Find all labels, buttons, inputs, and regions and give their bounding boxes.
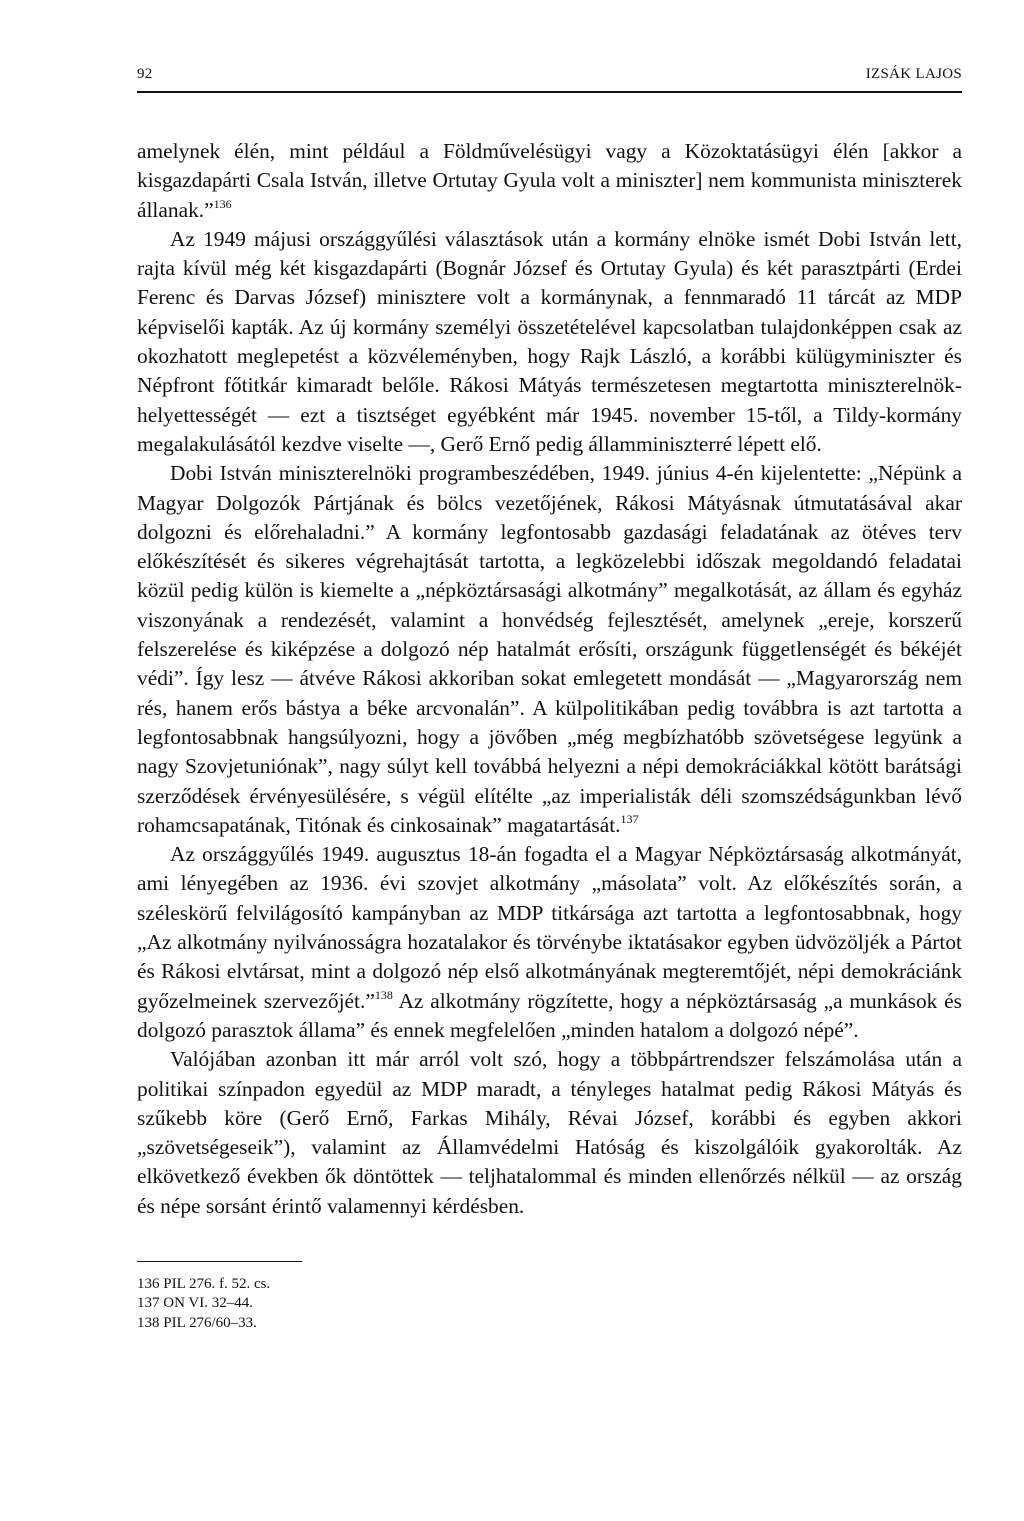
footnote-ref: 136 <box>213 196 232 211</box>
paragraph-text: amelynek élén, mint például a Földművelésügyi vagy a Közoktatásügyi élén [akkor a kisgazdapárti Csala István, illetve Ortutay Gyula volt a miniszter] nem kommunista miniszterek állanak.” <box>137 139 962 222</box>
paragraph <box>137 1045 962 1221</box>
running-header <box>137 66 962 93</box>
paragraph <box>137 225 962 459</box>
body-text <box>137 137 962 1221</box>
footnote: 138 PIL 276/60–33. <box>137 1314 257 1331</box>
footnote-ref: 137 <box>620 811 639 826</box>
paragraph <box>137 840 962 1045</box>
document-page <box>137 66 962 1333</box>
paragraph-text: Valójában azonban itt már arról volt szó, hogy a többpártrendszer felszámolása után a politikai színpadon egyedül az MDP maradt, a tényleges hatalmat pedig Rákosi Mátyás és szűkebb köre (Gerő Ernő, Farkas Mihály, Révai József, korábbi és egyben akkori „szövetségeseik”), valamint az Államvédelmi Hatóság és kiszolgálóik gyakorolták. Az elkövetkező években ők döntöttek — teljhatalommal és minden ellenőrzés nélkül — az ország és népe sorsánt érintő valamennyi kérdésben. <box>137 1047 962 1218</box>
paragraph-text: Az 1949 májusi országgyűlési választások után a kormány elnöke ismét Dobi István lett, rajta kívül még két kisgazdapárti (Bognár József és Ortutay Gyula) és két parasztpárti (Erdei Ferenc és Darvas József) minisztere volt a kormánynak, a fennmaradó 11 tárcát az MDP képviselői kapták. Az új kormány személyi összetételével kapcsolatban tulajdonképpen csak az okozhatott meglepetést a közvéleményben, hogy Rajk László, a korábbi külügyminiszter és Népfront főtitkár kimaradt belőle. Rákosi Mátyás természetesen megtartotta miniszterelnök-helyettességét — ezt a tisztséget egyébként már 1945. november 15-től, a Tildy-kormány megalakulásától kezdve viselte —, Gerő Ernő pedig államminiszterré lépett elő. <box>137 226 962 456</box>
paragraph-text: Dobi István miniszterelnöki programbeszédében, 1949. június 4-én kijelentette: „Népünk a Magyar Dolgozók Pártjának és bölcs vezetőjének, Rákosi Mátyásnak útmutatásával akar dolgozni és előrehaladni.” A kormány legfontosabb gazdasági feladatának az ötéves terv előkészítését és sikeres végrehajtását tartotta, a legközelebbi időszak megoldandó feladatai közül pedig külön is kiemelte a „népköztársasági alkotmány” megalkotását, az állam és egyház viszonyának a rendezését, valamint a honvédség fejlesztését, amelynek „ereje, korszerű felszerelése és kiképzése a dolgozó nép hatalmát erősíti, országunk függetlenségét és békéjét védi”. Így lesz — átvéve Rákosi akkoriban sokat emlegetett mondását — „Magyarország nem rés, hanem erős bástya a béke arcvonalán”. A külpolitikában pedig továbbra is azt tartotta a legfontosabbnak hangsúlyozni, hogy a jövőben „még megbízhatóbb szövetségese legyünk a nagy Szovjetuniónak”, nagy súlyt kell továbbá helyezni a népi demokráciákkal kötött barátsági szerződések érvényesülésére, s végül elítélte „az imperialisták déli szomszédságunkban lévő rohamcsapatának, Titónak és cinkosainak” magatartását. <box>137 461 962 837</box>
footnote: 136 PIL 276. f. 52. cs. <box>137 1275 271 1292</box>
paragraph-text: Az alkotmány rögzítette, hogy a népköztársaság „a munkások és dolgozó parasztok állama” és ennek megfelelően „minden hatalom a dolgozó népé”. <box>137 988 962 1042</box>
footnote-ref: 138 <box>374 987 393 1002</box>
paragraph-text: Az országgyűlés 1949. augusztus 18-án fogadta el a Magyar Népköztársaság alkotmányát, ami lényegében az 1936. évi szovjet alkotmány „másolata” volt. Az előkészítés során, a széleskörű felvilágosító kampányban az MDP titkársága azt tartotta a legfontosabbnak, hogy „Az alkotmány nyilvánosságra hozatalakor és törvénybe iktatásakor egyben üdvözöljék a Pártot és Rákosi elvtársat, mint a dolgozó nép első alkotmányának megteremtőjét, népi demokráciánk győzelmeinek szervezőjét.” <box>137 842 962 1013</box>
paragraph <box>137 459 962 840</box>
running-title: IZSÁK LAJOS <box>865 66 962 82</box>
page-number: 92 <box>137 66 153 82</box>
footnotes <box>137 1261 962 1334</box>
paragraph <box>137 137 962 225</box>
footnote: 137 ON VI. 32–44. <box>137 1295 253 1312</box>
